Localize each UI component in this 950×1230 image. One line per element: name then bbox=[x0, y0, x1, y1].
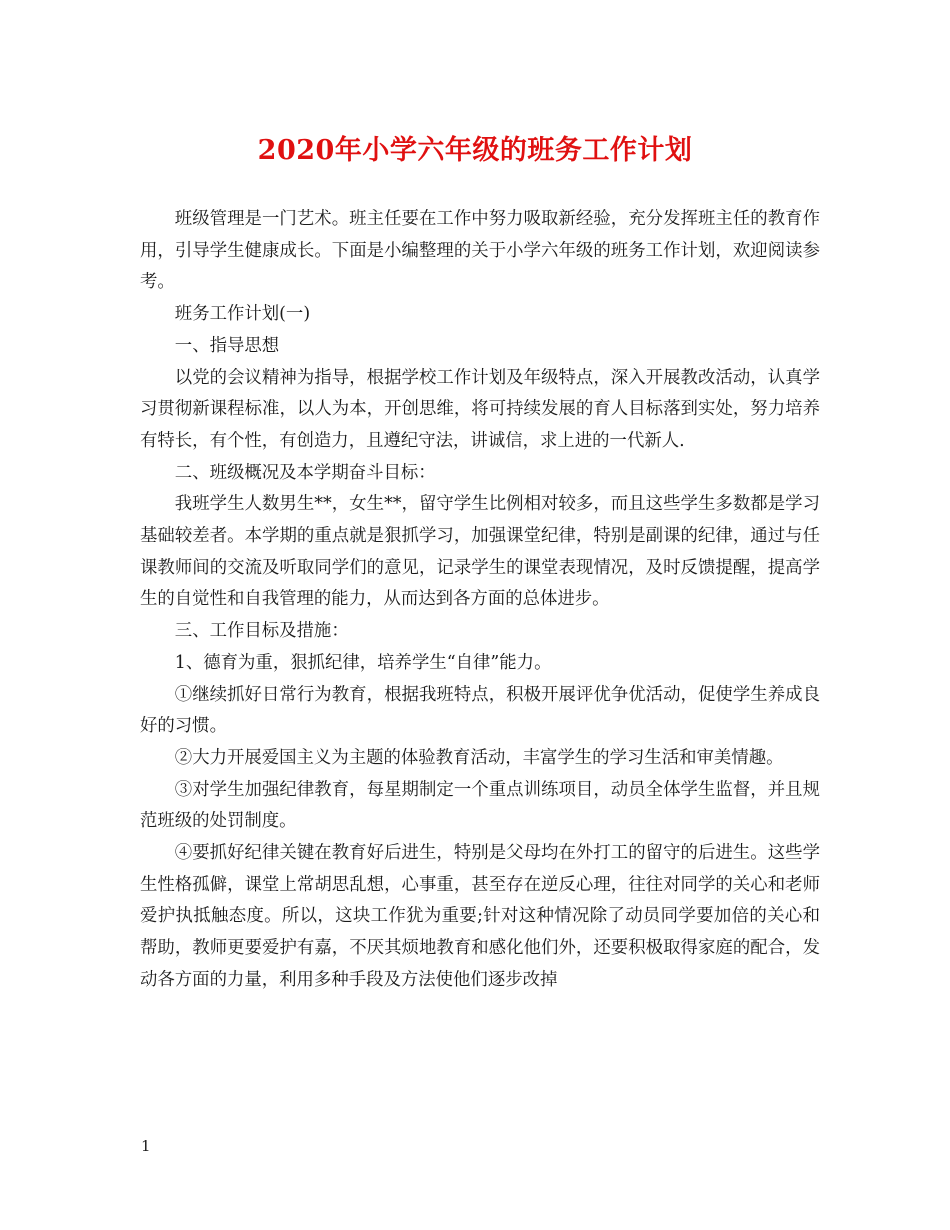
section-heading-guiding-thought: 一、指导思想 bbox=[174, 335, 280, 356]
subheading-moral-education: 1、德育为重，狠抓纪律，培养学生“自律”能力。 bbox=[174, 652, 552, 673]
paragraph-guiding-thought: 以党的会议精神为指导，根据学校工作计划及年级特点，深入开展教改活动，认真学习贯彻新课程标准，以人为本，开创思维，将可持续发展的育人目标落到实处，努力培养有特长，有个性，有创造力，且遵纪守法，讲诚信，求上进的一代新人. bbox=[140, 367, 820, 451]
section-heading-goals-measures: 三、工作目标及措施： bbox=[174, 621, 349, 642]
paragraph-plan-heading: 班务工作计划(一) bbox=[174, 304, 311, 325]
page-number: 1 bbox=[141, 1137, 151, 1155]
section-heading-class-overview: 二、班级概况及本学期奋斗目标： bbox=[174, 462, 436, 483]
document-body bbox=[140, 204, 820, 997]
list-item-3: ③对学生加强纪律教育，每星期制定一个重点训练项目，动员全体学生监督，并且规范班级的处罚制度。 bbox=[140, 779, 820, 832]
list-item-2: ②大力开展爱国主义为主题的体验教育活动，丰富学生的学习生活和审美情趣。 bbox=[174, 747, 784, 768]
paragraph-class-overview: 我班学生人数男生**，女生**，留守学生比例相对较多，而且这些学生多数都是学习基础较差者。本学期的重点就是狠抓学习，加强课堂纪律，特别是副课的纪律，通过与任课教师间的交流及听取同学们的意见，记录学生的课堂表现情况，及时反馈提醒，提高学生的自觉性和自我管理的能力，从而达到各方面的总体进步。 bbox=[140, 494, 820, 610]
paragraph-intro: 班级管理是一门艺术。班主任要在工作中努力吸取新经验，充分发挥班主任的教育作用，引导学生健康成长。下面是小编整理的关于小学六年级的班务工作计划，欢迎阅读参考。 bbox=[140, 209, 820, 293]
list-item-1: ①继续抓好日常行为教育，根据我班特点，积极开展评优争优活动，促使学生养成良好的习惯。 bbox=[140, 684, 820, 737]
document-title: 2020年小学六年级的班务工作计划 bbox=[257, 135, 693, 166]
list-item-4: ④要抓好纪律关键在教育好后进生，特别是父母均在外打工的留守的后进生。这些学生性格孤僻，课堂上常胡思乱想，心事重，甚至存在逆反心理，往往对同学的关心和老师爱护执抵触态度。所以，这块工作犹为重要;针对这种情况除了动员同学要加倍的关心和帮助，教师更要爱护有嘉，不厌其烦地教育和感化他们外，还要积极取得家庭的配合，发动各方面的力量，利用多种手段及方法使他们逐步改掉 bbox=[140, 843, 820, 990]
